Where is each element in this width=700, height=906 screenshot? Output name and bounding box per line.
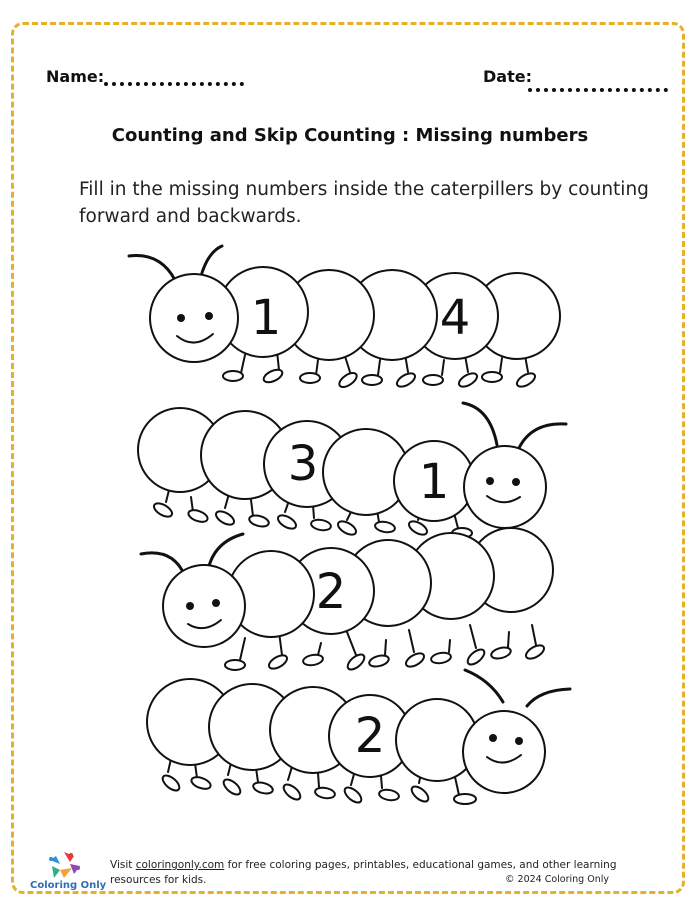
segment-number: 2 (315, 564, 347, 620)
segment-numbers (251, 290, 471, 764)
name-label: Name: (46, 67, 105, 86)
segment-number: 2 (354, 708, 386, 764)
date-fill-line[interactable] (528, 88, 668, 92)
segment-number: 1 (250, 290, 282, 346)
caterpillar-2 (138, 403, 566, 538)
star-people-icon (30, 850, 100, 880)
coloring-only-logo[interactable] (30, 850, 107, 895)
date-label: Date: (483, 67, 532, 86)
caterpillars-illustration (120, 240, 580, 820)
worksheet-title: Counting and Skip Counting : Missing numbers (111, 125, 589, 146)
instructions-text: Fill in the missing numbers inside the caterpillers by counting forward and backwards. (79, 179, 649, 227)
caterpillar-1 (129, 246, 560, 390)
segment-number: 4 (439, 290, 471, 346)
logo-text: Coloring Only (30, 880, 107, 891)
coloringonly-link[interactable]: coloringonly.com (135, 859, 225, 871)
name-fill-line[interactable] (104, 82, 244, 86)
footer-visit-prefix: Visit (110, 859, 136, 871)
copyright-text: © 2024 Coloring Only (505, 874, 609, 885)
segment-number: 3 (287, 436, 319, 492)
caterpillar-3 (141, 528, 553, 672)
footer-visit-suffix: for free coloring pages, printables, educational games, and other learning resources for kids. (110, 859, 617, 886)
segment-number: 1 (418, 454, 450, 510)
